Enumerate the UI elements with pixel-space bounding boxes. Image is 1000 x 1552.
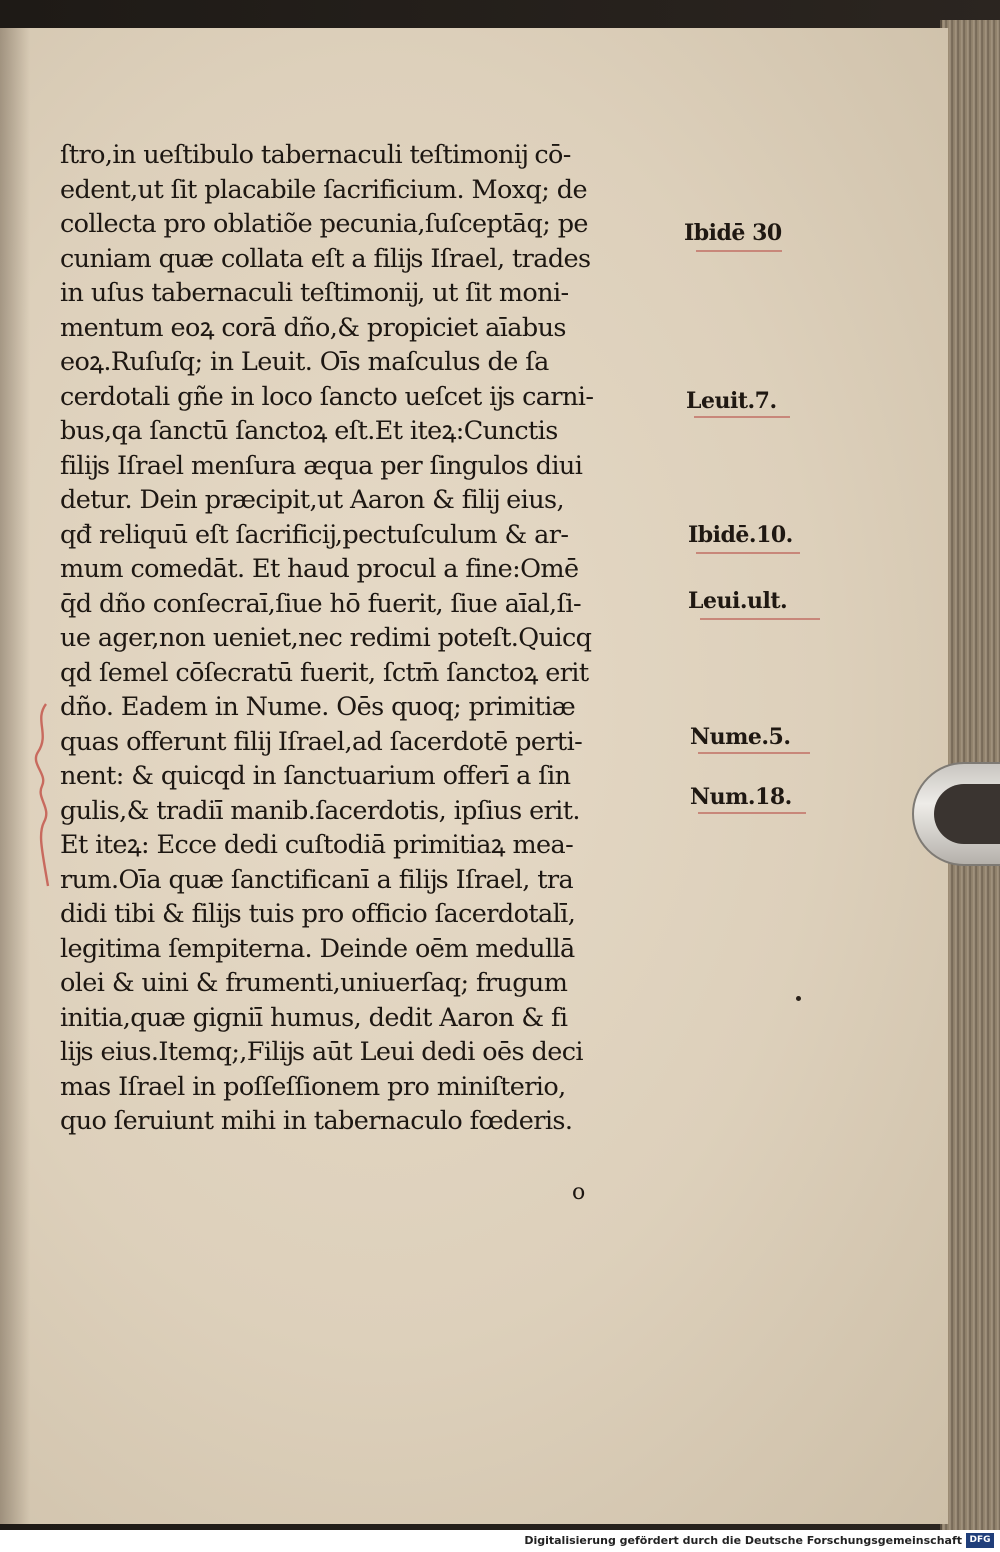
rubric-underline: [698, 812, 806, 814]
margin-ref-ibidem-10: Ibidē.10.: [688, 522, 793, 548]
footer-bar: [0, 1530, 1000, 1552]
text-line: mum comedāt. Et haud procul a fine:Omē: [60, 554, 579, 584]
dfg-logo: DFG: [966, 1533, 994, 1548]
rubric-underline: [696, 552, 800, 554]
margin-ref-leuit-7: Leuit.7.: [686, 388, 777, 414]
text-line: detur. Dein præcipit,ut Aaron & filĳ eius,: [60, 485, 565, 515]
rubric-brace-mark: [28, 700, 58, 890]
margin-ref-nume-5: Nume.5.: [690, 724, 791, 750]
rubric-underline: [700, 618, 820, 620]
text-line: gulis,& tradiī manib.ſacerdotis, ipſius erit.: [60, 795, 580, 826]
rubric-underline: [698, 752, 810, 754]
margin-ref-leui-ult: Leui.ult.: [688, 588, 788, 614]
text-line: lĳs eius.Itemq;,Filĳs aūt Leui dedi oēs deci: [60, 1037, 583, 1067]
text-line: legitima ſempiterna. Deinde oēm medullā: [60, 933, 575, 964]
text-line: ſtro,in ueſtibulo tabernaculi teſtimonĳ cō-: [60, 140, 571, 170]
signature-mark: o: [572, 1180, 586, 1205]
text-line: quas offerunt filĳ Iſrael,ad ſacerdotē perti-: [60, 726, 583, 757]
text-line: ue ager,non ueniet,nec redimi poteſt.Quicq: [60, 623, 592, 653]
rubric-underline: [694, 416, 790, 418]
text-line: mentum eoꝝ corā dño,& propiciet aīabus: [60, 312, 566, 343]
text-line: olei & uini & frumenti,uniuerſaq; frugum: [60, 968, 568, 998]
text-line: bus,qa ſanctū ſanctoꝝ eſt.Et iteꝝ:Cunctis: [60, 416, 558, 446]
rubric-underline: [696, 250, 782, 252]
text-line: eoꝝ.Ruſuſq; in Leuit. Oīs maſculus de ſa: [60, 347, 549, 377]
text-line: nent: & quicqd in ſanctuarium offerī a ſin: [60, 761, 571, 791]
text-line: collecta pro oblatiõe pecunia,ſuſceptāq; pe: [60, 209, 588, 239]
main-text-block: [60, 138, 700, 1139]
text-line: qđ reliquū eſt ſacrificĳ,pectuſculum & ar-: [60, 519, 569, 550]
text-line: dño. Eadem in Nume. Oēs quoq; primitiæ: [60, 692, 576, 722]
text-line: initia,quæ gigniī humus, dedit Aaron & fi: [60, 1002, 568, 1033]
margin-ref-num-18: Num.18.: [690, 784, 792, 810]
text-line: edent,ut ſit placabile ſacrificium. Moxq; de: [60, 174, 587, 205]
text-line: quo ſeruiunt mihi in tabernaculo fœderis.: [60, 1106, 573, 1136]
text-line: Et iteꝝ: Ecce dedi cuſtodiā primitiaꝝ mea-: [60, 830, 574, 860]
margin-ref-ibidem-30: Ibidē 30: [684, 220, 782, 246]
ink-dot: [796, 996, 801, 1001]
text-line: mas Iſrael in poſſeſſionem pro miniſterio,: [60, 1071, 566, 1102]
book-clasp-inner: [934, 784, 1000, 844]
text-line: q̄d dño conſecraī,ſiue hō fuerit, ſiue aīal,ſi-: [60, 588, 581, 619]
text-line: rum.Oīa quæ ſanctificanī a filĳs Iſrael, tra: [60, 864, 574, 895]
text-line: cerdotali gñe in loco ſancto ueſcet ĳs carni-: [60, 381, 594, 412]
text-line: in uſus tabernaculi teſtimonĳ, ut ſit moni-: [60, 278, 569, 308]
text-line: qd ſemel cōſecratū fuerit, ſctm̄ ſanctoꝝ erit: [60, 657, 589, 688]
footer-credit: Digitalisierung gefördert durch die Deutsche Forschungsgemeinschaft: [524, 1534, 962, 1547]
text-line: didi tibi & filĳs tuis pro officio ſacerdotalī,: [60, 899, 576, 929]
page-gutter-shadow: [0, 28, 30, 1524]
text-line: cuniam quæ collata eſt a filĳs Iſrael, trades: [60, 243, 591, 274]
text-line: filĳs Iſrael menſura æqua per ſingulos diui: [60, 450, 583, 481]
